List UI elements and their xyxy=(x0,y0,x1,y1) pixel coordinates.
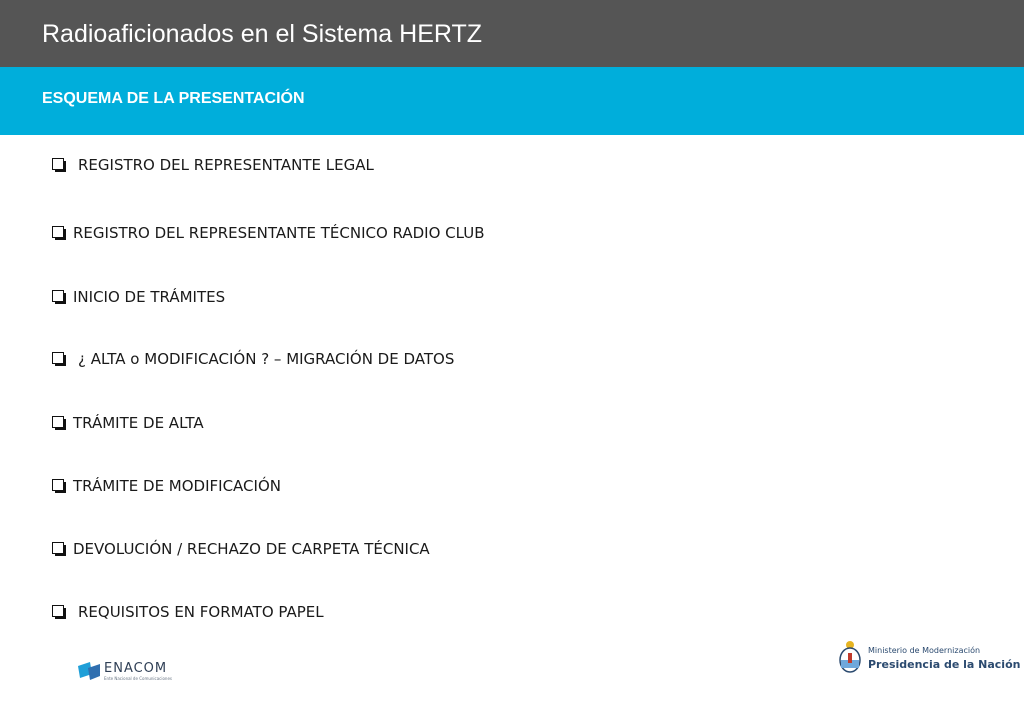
agenda-item-label: ¿ ALTA o MODIFICACIÓN ? – MIGRACIÓN DE DATOS xyxy=(78,350,455,368)
agenda-item-label: TRÁMITE DE MODIFICACIÓN xyxy=(73,477,281,495)
slide-title: Radioaficionados en el Sistema HERTZ xyxy=(42,20,483,48)
checkbox-bullet-icon xyxy=(52,226,66,240)
agenda-item xyxy=(52,350,454,368)
agenda-item xyxy=(52,603,324,621)
agenda-item xyxy=(52,288,225,306)
slide-header xyxy=(0,0,1024,67)
agenda-item xyxy=(52,414,204,432)
agenda-item-label: DEVOLUCIÓN / RECHAZO DE CARPETA TÉCNICA xyxy=(73,540,430,558)
checkbox-bullet-icon xyxy=(52,542,66,556)
agenda-item xyxy=(52,156,374,174)
checkbox-bullet-icon xyxy=(52,158,66,172)
agenda-item-label: REQUISITOS EN FORMATO PAPEL xyxy=(78,603,324,621)
checkbox-bullet-icon xyxy=(52,416,66,430)
presidencia-name: Presidencia de la Nación xyxy=(868,658,1021,671)
agenda-item-label: REGISTRO DEL REPRESENTANTE TÉCNICO RADIO CLUB xyxy=(73,224,485,242)
enacom-tagline: Ente Nacional de Comunicaciones xyxy=(104,676,173,681)
section-banner xyxy=(0,67,1024,135)
agenda-item xyxy=(52,224,485,242)
enacom-mark-icon xyxy=(78,660,102,682)
checkbox-bullet-icon xyxy=(52,479,66,493)
checkbox-bullet-icon xyxy=(52,352,66,366)
ministerio-name: Ministerio de Modernización xyxy=(868,646,981,655)
enacom-name: ENACOM xyxy=(104,661,168,676)
agenda-item-label: REGISTRO DEL REPRESENTANTE LEGAL xyxy=(78,156,374,174)
national-seal-icon xyxy=(838,640,862,674)
agenda-item xyxy=(52,540,430,558)
enacom-logo xyxy=(78,660,188,684)
checkbox-bullet-icon xyxy=(52,605,66,619)
ministerio-logo xyxy=(838,640,1021,676)
section-subtitle: ESQUEMA DE LA PRESENTACIÓN xyxy=(42,90,305,107)
agenda-item-label: TRÁMITE DE ALTA xyxy=(73,414,204,432)
agenda-item xyxy=(52,477,281,495)
agenda-item-label: INICIO DE TRÁMITES xyxy=(73,288,226,306)
checkbox-bullet-icon xyxy=(52,290,66,304)
